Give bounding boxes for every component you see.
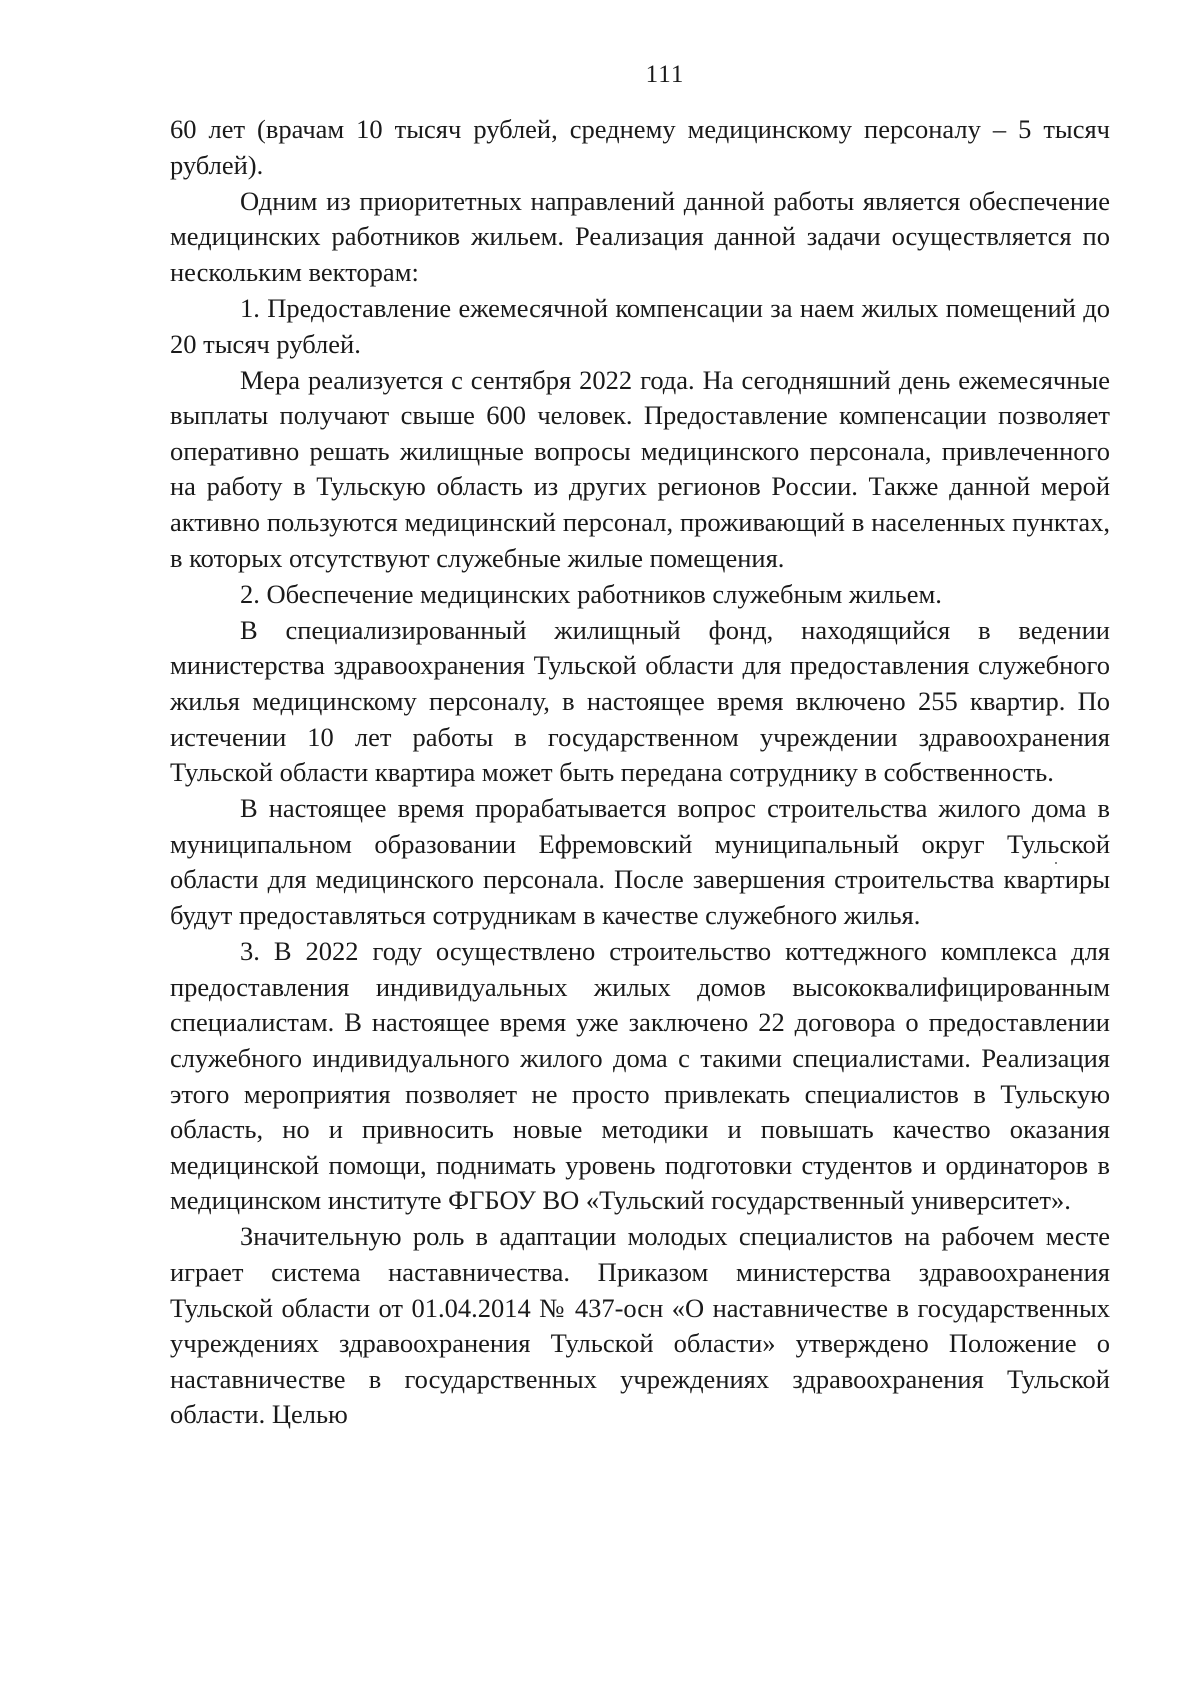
paragraph-9: Значительную роль в адаптации молодых специалистов на рабочем месте играет система наставничества. Приказом министерства здравоохранения Тульской области от 01.04.2014 № 437-осн «О наставничестве в государственных учреждениях здравоохранения Тульской области» утверждено Положение о наставничестве в государственных учреждениях здравоохранения Тульской области. Целью	[170, 1221, 1110, 1430]
paragraph-7: В настоящее время прорабатывается вопрос строительства жилого дома в муниципальном образовании Ефремовский муниципальный округ Тульской области для медицинского персонала. После завершения строительства квартиры будут предоставляться сотрудникам в качестве служебного жилья.	[170, 793, 1110, 931]
paragraph-6: В специализированный жилищный фонд, находящийся в ведении министерства здравоохранения Тульской области для предоставления служебного жилья медицинскому персоналу, в настоящее время включено 255 квартир. По истечении 10 лет работы в государственном учреждении здравоохранения Тульской области квартира может быть передана сотруднику в собственность.	[170, 614, 1110, 788]
paragraph-5: 2. Обеспечение медицинских работников служебным жильем.	[240, 578, 942, 609]
paragraph-2: Одним из приоритетных направлений данной работы является обеспечение медицинских работников жильем. Реализация данной задачи осуществляется по нескольким векторам:	[170, 185, 1110, 287]
scan-speck	[1055, 862, 1057, 864]
paragraph-8: 3. В 2022 году осуществлено строительство коттеджного комплекса для предоставления индивидуальных жилых домов высококвалифицированным специалистам. В настоящее время уже заключено 22 договора о предоставлении служебного индивидуального жилого дома с такими специалистами. Реализация этого мероприятия позволяет не просто привлекать специалистов в Тульскую область, но и привносить новые методики и повышать качество оказания медицинской помощи, поднимать уровень подготовки студентов и ординаторов в медицинском институте ФГБОУ ВО «Тульский государственный университет».	[170, 936, 1110, 1216]
paragraph-3: 1. Предоставление ежемесячной компенсации за наем жилых помещений до 20 тысяч рублей.	[170, 292, 1110, 359]
page-number: 111	[645, 61, 685, 88]
paragraph-4: Мера реализуется с сентября 2022 года. На сегодняшний день ежемесячные выплаты получают свыше 600 человек. Предоставление компенсации позволяет оперативно решать жилищные вопросы медицинского персонала, привлеченного на работу в Тульскую область из других регионов России. Также данной мерой активно пользуются медицинский персонал, проживающий в населенных пунктах, в которых отсутствуют служебные жилые помещения.	[170, 364, 1110, 573]
document-body	[170, 112, 1110, 1433]
paragraph-1: 60 лет (врачам 10 тысяч рублей, среднему медицинскому персоналу – 5 тысяч рублей).	[170, 114, 1110, 180]
